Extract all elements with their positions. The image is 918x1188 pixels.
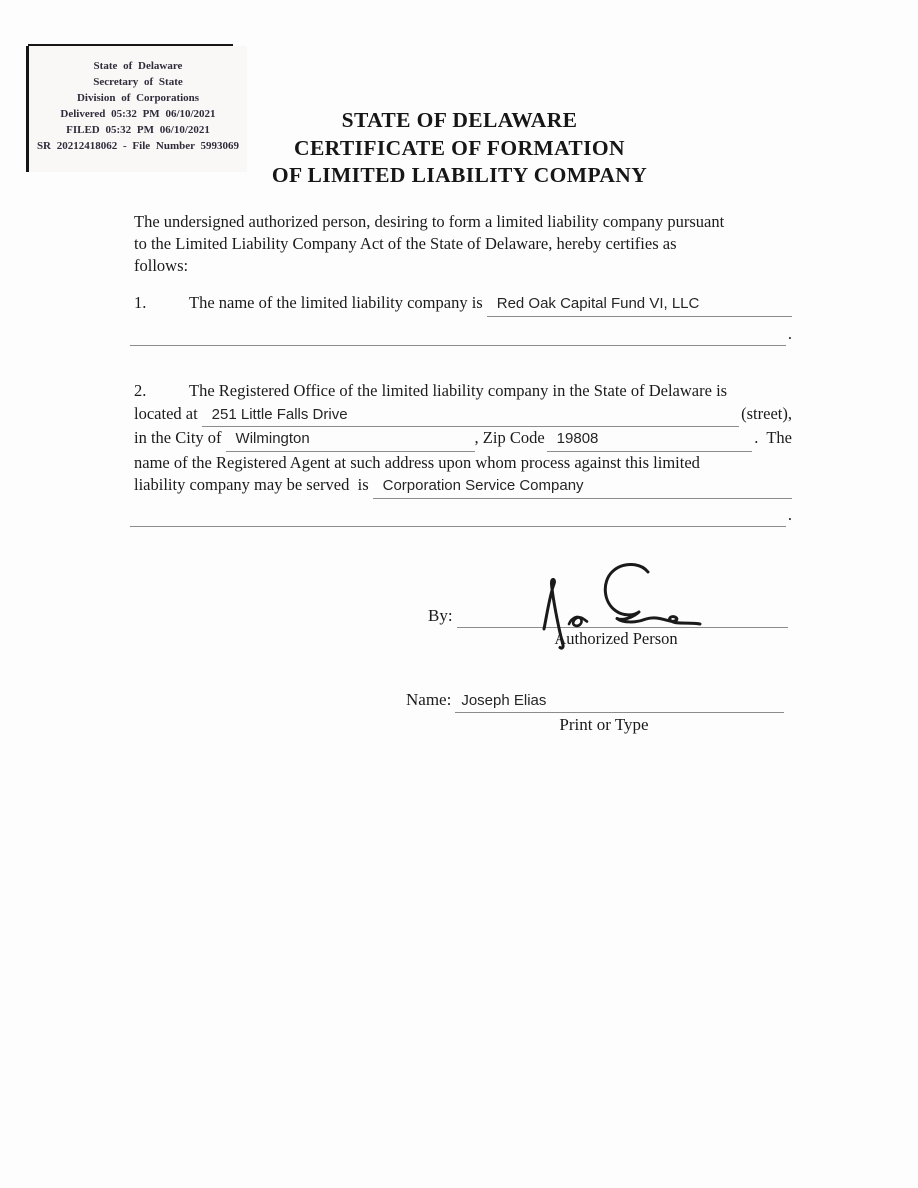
stamp-line: Secretary of State — [93, 76, 183, 88]
by-label: By: — [428, 606, 453, 625]
item-number: 2. — [134, 381, 147, 400]
located-at-label: located at — [134, 403, 198, 423]
company-name-underline — [487, 292, 792, 317]
name-underline — [455, 688, 784, 713]
intro-line: to the Limited Liability Company Act of the State of Delaware, hereby certifies as — [134, 234, 677, 253]
item-1 — [134, 292, 792, 346]
item-number: 1. — [134, 293, 147, 312]
signature-block — [428, 604, 788, 649]
city-label: in the City of — [134, 428, 222, 447]
agent-value: Corporation Service Company — [382, 477, 584, 494]
after-zip-text: . The — [754, 428, 792, 447]
street-underline — [202, 403, 739, 428]
name-block — [406, 688, 784, 736]
agent-underline — [373, 474, 792, 499]
title-line: CERTIFICATE OF FORMATION — [294, 135, 625, 160]
zip-label: , Zip Code — [474, 428, 545, 447]
city-value: Wilmington — [235, 430, 310, 447]
name-label: Name: — [406, 690, 452, 709]
stamp-line: SR 20212418062 - File Number 5993069 — [36, 140, 240, 152]
signature-scribble — [506, 558, 718, 654]
zip-underline — [547, 427, 753, 452]
item-text-line: The Registered Office of the limited liability company in the State of Delaware is — [189, 381, 728, 400]
item-label: The name of the limited liability company is — [189, 293, 483, 312]
item-text-line: liability company may be served is — [134, 475, 369, 494]
item-text-line: name of the Registered Agent at such address upon whom process against this limited — [134, 452, 700, 472]
name-value: Joseph Elias — [461, 692, 547, 709]
intro-line: follows: — [134, 256, 189, 275]
blank-underline — [130, 323, 786, 347]
stamp-line: Division of Corporations — [76, 92, 200, 104]
title-line: OF LIMITED LIABILITY COMPANY — [271, 163, 648, 187]
city-underline — [226, 427, 475, 452]
line-terminator: . — [787, 504, 792, 524]
authorized-person-caption: Authorized Person — [554, 629, 678, 648]
print-or-type-caption: Print or Type — [559, 715, 649, 734]
stamp-line: FILED 05:32 PM 06/10/2021 — [66, 124, 210, 136]
title-line: STATE OF DELAWARE — [341, 108, 578, 132]
stamp-line: Delivered 05:32 PM 06/10/2021 — [60, 108, 216, 120]
item-2 — [134, 380, 792, 527]
line-terminator: . — [787, 323, 792, 343]
blank-underline — [130, 504, 786, 528]
street-suffix: (street), — [741, 403, 792, 423]
stamp-line: State of Delaware — [93, 60, 183, 72]
company-name-value: Red Oak Capital Fund VI, LLC — [496, 295, 700, 312]
intro-paragraph — [134, 211, 804, 277]
document-title — [131, 107, 788, 190]
street-value: 251 Little Falls Drive — [211, 405, 348, 423]
intro-line: The undersigned authorized person, desiring to form a limited liability company pursuant — [134, 212, 725, 231]
zip-value: 19808 — [556, 430, 599, 447]
